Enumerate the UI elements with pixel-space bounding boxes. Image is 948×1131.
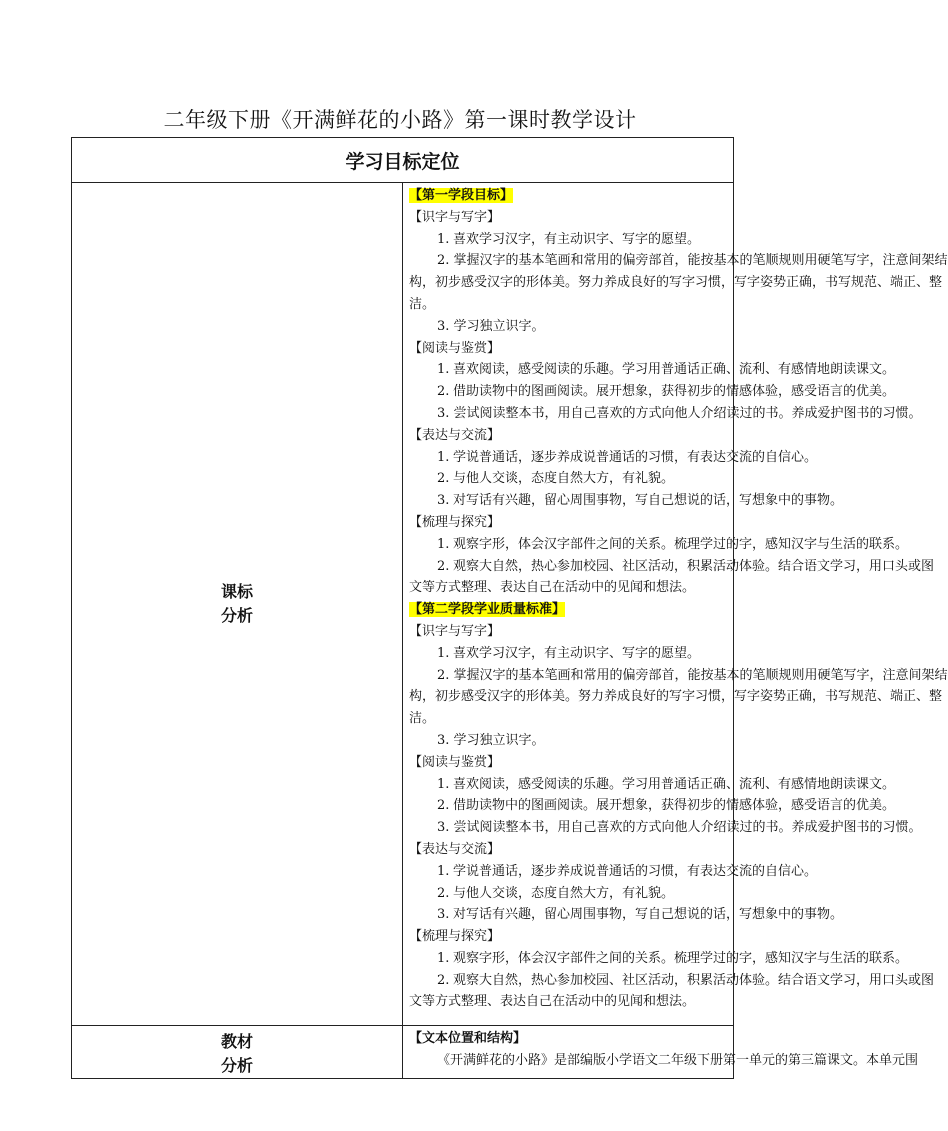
stage1-literacy-heading: 【识字与写字】: [409, 209, 501, 225]
standards-row: [72, 183, 734, 1026]
list-item: 2. 与他人交谈，态度自然大方，有礼貌。: [437, 471, 675, 487]
list-item: 3. 学习独立识字。: [437, 318, 545, 334]
list-item: 1. 喜欢学习汉字，有主动识字、写字的愿望。: [437, 645, 701, 661]
stage1-exploration-heading: 【梳理与探究】: [409, 514, 501, 530]
stage2-reading-heading: 【阅读与鉴赏】: [409, 754, 501, 770]
list-item-cont: 洁。: [409, 296, 436, 312]
list-item: 2. 借助读物中的图画阅读。展开想象，获得初步的情感体验，感受语言的优美。: [437, 384, 896, 400]
stage2-heading: 【第二学段学业质量标准】: [409, 602, 566, 618]
textbook-label: [72, 1026, 403, 1079]
standards-label-line1: 课标: [220, 582, 253, 602]
list-item-cont: 文等方式整理、表达自己在活动中的见闻和想法。: [409, 580, 696, 596]
list-item: 2. 观察大自然，热心参加校园、社区活动，积累活动体验。结合语文学习，用口头或图: [437, 972, 935, 988]
list-item: 1. 学说普通话，逐步养成说普通话的习惯，有表达交流的自信心。: [437, 449, 818, 465]
list-item-cont: 文等方式整理、表达自己在活动中的见闻和想法。: [409, 994, 696, 1010]
list-item-cont: 构，初步感受汉字的形体美。努力养成良好的写字习惯，写字姿势正确，书写规范、端正、整: [409, 689, 943, 705]
textbook-content: [403, 1026, 919, 1079]
section-header: 学习目标定位: [72, 138, 734, 183]
list-item-cont: 洁。: [409, 711, 436, 727]
stage1-reading-heading: 【阅读与鉴赏】: [409, 340, 501, 356]
list-item: 2. 与他人交谈，态度自然大方，有礼貌。: [437, 885, 675, 901]
stage2-expression-heading: 【表达与交流】: [409, 841, 501, 857]
list-item: 1. 观察字形，体会汉字部件之间的关系。梳理学过的字，感知汉字与生活的联系。: [437, 536, 909, 552]
list-item: 3. 尝试阅读整本书，用自己喜欢的方式向他人介绍读过的书。养成爱护图书的习惯。: [437, 405, 922, 421]
list-item: 2. 掌握汉字的基本笔画和常用的偏旁部首，能按基本的笔顺规则用硬笔写字，注意间架结: [437, 253, 948, 269]
standards-label-line2: 分析: [220, 606, 253, 626]
textbook-row: [72, 1026, 734, 1079]
textbook-label-line2: 分析: [220, 1056, 253, 1076]
textbook-label-line1: 教材: [220, 1032, 253, 1052]
list-item: 1. 喜欢阅读，感受阅读的乐趣。学习用普通话正确、流利、有感情地朗读课文。: [437, 776, 896, 792]
document-title: 二年级下册《开满鲜花的小路》第一课时教学设计: [163, 108, 637, 132]
stage2-literacy-heading: 【识字与写字】: [409, 623, 501, 639]
list-item: 1. 观察字形，体会汉字部件之间的关系。梳理学过的字，感知汉字与生活的联系。: [437, 950, 909, 966]
section-header-row: [72, 138, 734, 183]
list-item: 3. 对写话有兴趣，留心周围事物，写自己想说的话，写想象中的事物。: [437, 907, 844, 923]
list-item: 3. 尝试阅读整本书，用自己喜欢的方式向他人介绍读过的书。养成爱护图书的习惯。: [437, 820, 922, 836]
stage1-heading: 【第一学段目标】: [409, 188, 514, 203]
standards-label: [72, 183, 403, 1026]
stage1-expression-heading: 【表达与交流】: [409, 427, 501, 443]
list-item: 2. 观察大自然，热心参加校园、社区活动，积累活动体验。结合语文学习，用口头或图: [437, 558, 935, 574]
list-item: 2. 借助读物中的图画阅读。展开想象，获得初步的情感体验，感受语言的优美。: [437, 798, 896, 814]
list-item: 1. 学说普通话，逐步养成说普通话的习惯，有表达交流的自信心。: [437, 863, 818, 879]
list-item: 1. 喜欢学习汉字，有主动识字、写字的愿望。: [437, 231, 701, 247]
list-item: 2. 掌握汉字的基本笔画和常用的偏旁部首，能按基本的笔顺规则用硬笔写字，注意间架结: [437, 667, 948, 683]
list-item: 1. 喜欢阅读，感受阅读的乐趣。学习用普通话正确、流利、有感情地朗读课文。: [437, 362, 896, 378]
standards-content: [403, 183, 948, 1026]
lesson-plan-table: [71, 137, 948, 1079]
list-item-cont: 构，初步感受汉字的形体美。努力养成良好的写字习惯，写字姿势正确，书写规范、端正、整: [409, 275, 943, 291]
stage2-exploration-heading: 【梳理与探究】: [409, 929, 501, 945]
textbook-heading: 【文本位置和结构】: [409, 1031, 527, 1047]
textbook-paragraph: 《开满鲜花的小路》是部编版小学语文二年级下册第一单元的第三篇课文。本单元围: [437, 1053, 919, 1069]
list-item: 3. 对写话有兴趣，留心周围事物，写自己想说的话，写想象中的事物。: [437, 493, 844, 509]
list-item: 3. 学习独立识字。: [437, 732, 545, 748]
